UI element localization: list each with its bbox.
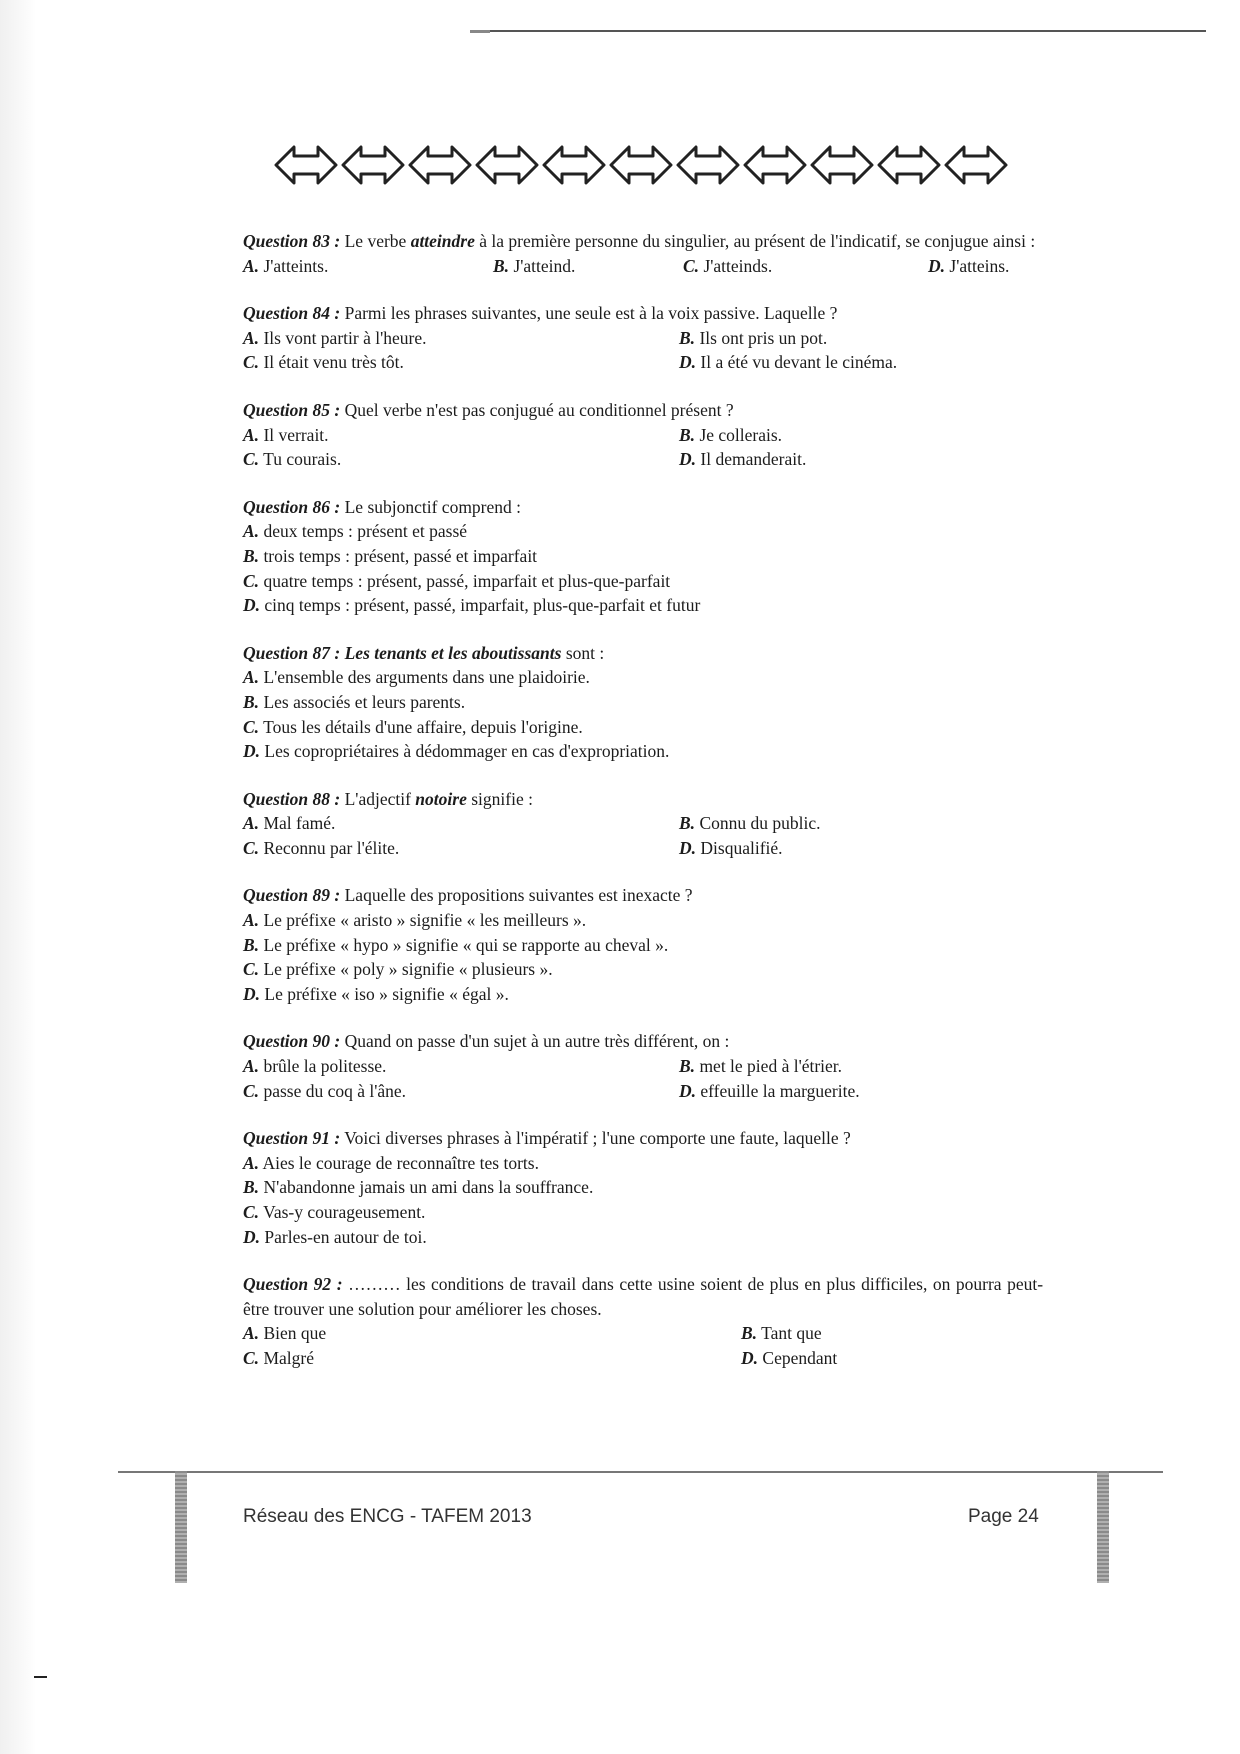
options-grid — [243, 811, 1043, 860]
question-90 — [243, 1029, 1043, 1103]
question-89 — [243, 883, 1043, 1006]
question-label: Question 88 : — [243, 788, 341, 809]
option-d: D. Cependant — [741, 1347, 838, 1368]
options-grid — [243, 1321, 1043, 1370]
double-arrow-icon — [879, 147, 939, 183]
option-b: B. J'atteind. — [493, 255, 576, 276]
option-a: A. brûle la politesse. — [243, 1056, 387, 1077]
top-dash — [470, 30, 490, 33]
option-a: A. Il verrait. — [243, 424, 329, 445]
footer-title: Réseau des ENCG - TAFEM 2013 — [243, 1506, 532, 1527]
double-arrow-icon — [276, 147, 336, 183]
top-rule — [470, 30, 1206, 32]
question-text: Question 85 : Quel verbe n'est pas conjugué au conditionnel présent ? — [243, 399, 734, 420]
option-c: C. Tu courais. — [243, 449, 342, 470]
question-label: Question 91 : — [243, 1128, 341, 1149]
double-arrow-icon — [544, 147, 604, 183]
question-text: Question 92 : ……… les conditions de travail dans cette usine soient de plus en plus difficiles, on pourra peut-être trouver une solution pour améliorer les choses. — [243, 1274, 1044, 1319]
question-text: Question 88 : L'adjectif notoire signifie : — [243, 788, 533, 809]
question-92 — [243, 1272, 1043, 1370]
double-arrow-icon — [745, 147, 805, 183]
scan-mark — [34, 1676, 47, 1678]
option-c: C. Le préfixe « poly » signifie « plusieurs ». — [243, 959, 553, 980]
option-d: D. Parles-en autour de toi. — [243, 1226, 427, 1247]
option-a: A. Ils vont partir à l'heure. — [243, 327, 427, 348]
option-d: D. J'atteins. — [928, 255, 1010, 276]
question-label: Question 89 : — [243, 885, 341, 906]
question-87 — [243, 641, 1043, 764]
option-a: A. Mal famé. — [243, 813, 336, 834]
double-arrow-icon — [946, 147, 1006, 183]
option-c: C. J'atteinds. — [683, 255, 773, 276]
question-label: Question 92 : — [243, 1274, 343, 1295]
option-d: D. cinq temps : présent, passé, imparfait, plus-que-parfait et futur — [243, 595, 701, 616]
option-a: A. Aies le courage de reconnaître tes torts. — [243, 1152, 539, 1173]
question-91 — [243, 1126, 1043, 1249]
question-text: Question 89 : Laquelle des propositions suivantes est inexacte ? — [243, 885, 693, 906]
question-text: Question 83 : Le verbe atteindre à la première personne du singulier, au présent de l'indicatif, se conjugue ainsi : — [243, 231, 1036, 251]
question-85 — [243, 398, 1043, 472]
question-text: Question 91 : Voici diverses phrases à l'impératif ; l'une comporte une faute, laquelle ? — [243, 1128, 851, 1149]
options-row — [243, 254, 1043, 279]
question-label: Question 86 : — [243, 496, 341, 517]
option-b: B. met le pied à l'étrier. — [679, 1056, 843, 1077]
option-c: C. Il était venu très tôt. — [243, 352, 404, 373]
footer-left-bar — [175, 1471, 187, 1583]
question-text: Question 90 : Quand on passe d'un sujet à un autre très différent, on : — [243, 1031, 730, 1052]
option-d: D. Il a été vu devant le cinéma. — [679, 352, 898, 373]
question-label: Question 90 : — [243, 1031, 341, 1052]
option-c: C. Reconnu par l'élite. — [243, 837, 400, 858]
question-keyword: notoire — [415, 788, 467, 809]
option-d: D. Il demanderait. — [679, 449, 807, 470]
question-88 — [243, 787, 1043, 861]
option-b: B. Les associés et leurs parents. — [243, 691, 466, 712]
options-grid — [243, 326, 1043, 375]
option-a: A. L'ensemble des arguments dans une plaidoirie. — [243, 667, 590, 688]
question-label: Question 84 : — [243, 303, 341, 324]
option-c: C. Tous les détails d'une affaire, depuis l'origine. — [243, 716, 583, 737]
option-a: A. Bien que — [243, 1323, 327, 1344]
option-b: B. Tant que — [741, 1323, 822, 1344]
option-a: A. J'atteints. — [243, 255, 329, 276]
option-a: A. Le préfixe « aristo » signifie « les meilleurs ». — [243, 910, 587, 931]
question-label: Question 87 : — [243, 642, 341, 663]
arrow-divider — [274, 140, 1014, 190]
option-b: B. Ils ont pris un pot. — [679, 327, 828, 348]
options-grid — [243, 1054, 1043, 1103]
question-keyword: Les tenants et les aboutissants — [344, 642, 562, 663]
option-c: C. Vas-y courageusement. — [243, 1202, 426, 1222]
option-b: B. Je collerais. — [679, 424, 783, 445]
option-b: B. N'abandonne jamais un ami dans la souffrance. — [243, 1177, 594, 1198]
option-c: C. passe du coq à l'âne. — [243, 1080, 407, 1101]
question-83 — [243, 229, 1043, 278]
question-label: Question 83 : — [243, 231, 341, 251]
option-a: A. deux temps : présent et passé — [243, 521, 468, 542]
question-text: Question 87 : Les tenants et les aboutissants sont : — [243, 642, 605, 663]
option-c: C. quatre temps : présent, passé, imparfait et plus-que-parfait — [243, 570, 671, 591]
question-text: Question 84 : Parmi les phrases suivantes, une seule est à la voix passive. Laquelle ? — [243, 303, 838, 324]
option-c: C. Malgré — [243, 1347, 314, 1368]
option-d: D. Disqualifié. — [679, 837, 783, 858]
question-84 — [243, 301, 1043, 375]
option-b: B. Connu du public. — [679, 813, 821, 834]
footer-right-bar — [1097, 1471, 1109, 1583]
option-d: D. Le préfixe « iso » signifie « égal ». — [243, 983, 509, 1004]
question-label: Question 85 : — [243, 399, 341, 420]
option-b: B. Le préfixe « hypo » signifie « qui se rapporte au cheval ». — [243, 934, 669, 955]
double-arrow-icon — [343, 147, 403, 183]
question-86 — [243, 495, 1043, 618]
page-number: Page 24 — [968, 1506, 1039, 1527]
double-arrow-icon — [477, 147, 537, 183]
question-keyword: atteindre — [410, 231, 475, 251]
options-grid — [243, 423, 1043, 472]
question-text: Question 86 : Le subjonctif comprend : — [243, 496, 522, 517]
option-d: D. Les copropriétaires à dédommager en cas d'expropriation. — [243, 741, 670, 762]
double-arrow-icon — [812, 147, 872, 183]
double-arrow-icon — [611, 147, 671, 183]
double-arrow-icon — [678, 147, 738, 183]
footer-rule — [118, 1471, 1163, 1473]
option-d: D. effeuille la marguerite. — [679, 1080, 860, 1101]
option-b: B. trois temps : présent, passé et imparfait — [243, 545, 538, 566]
scan-edge-shadow — [0, 0, 36, 1754]
questions-list — [243, 229, 1043, 1394]
double-arrow-icon — [410, 147, 470, 183]
